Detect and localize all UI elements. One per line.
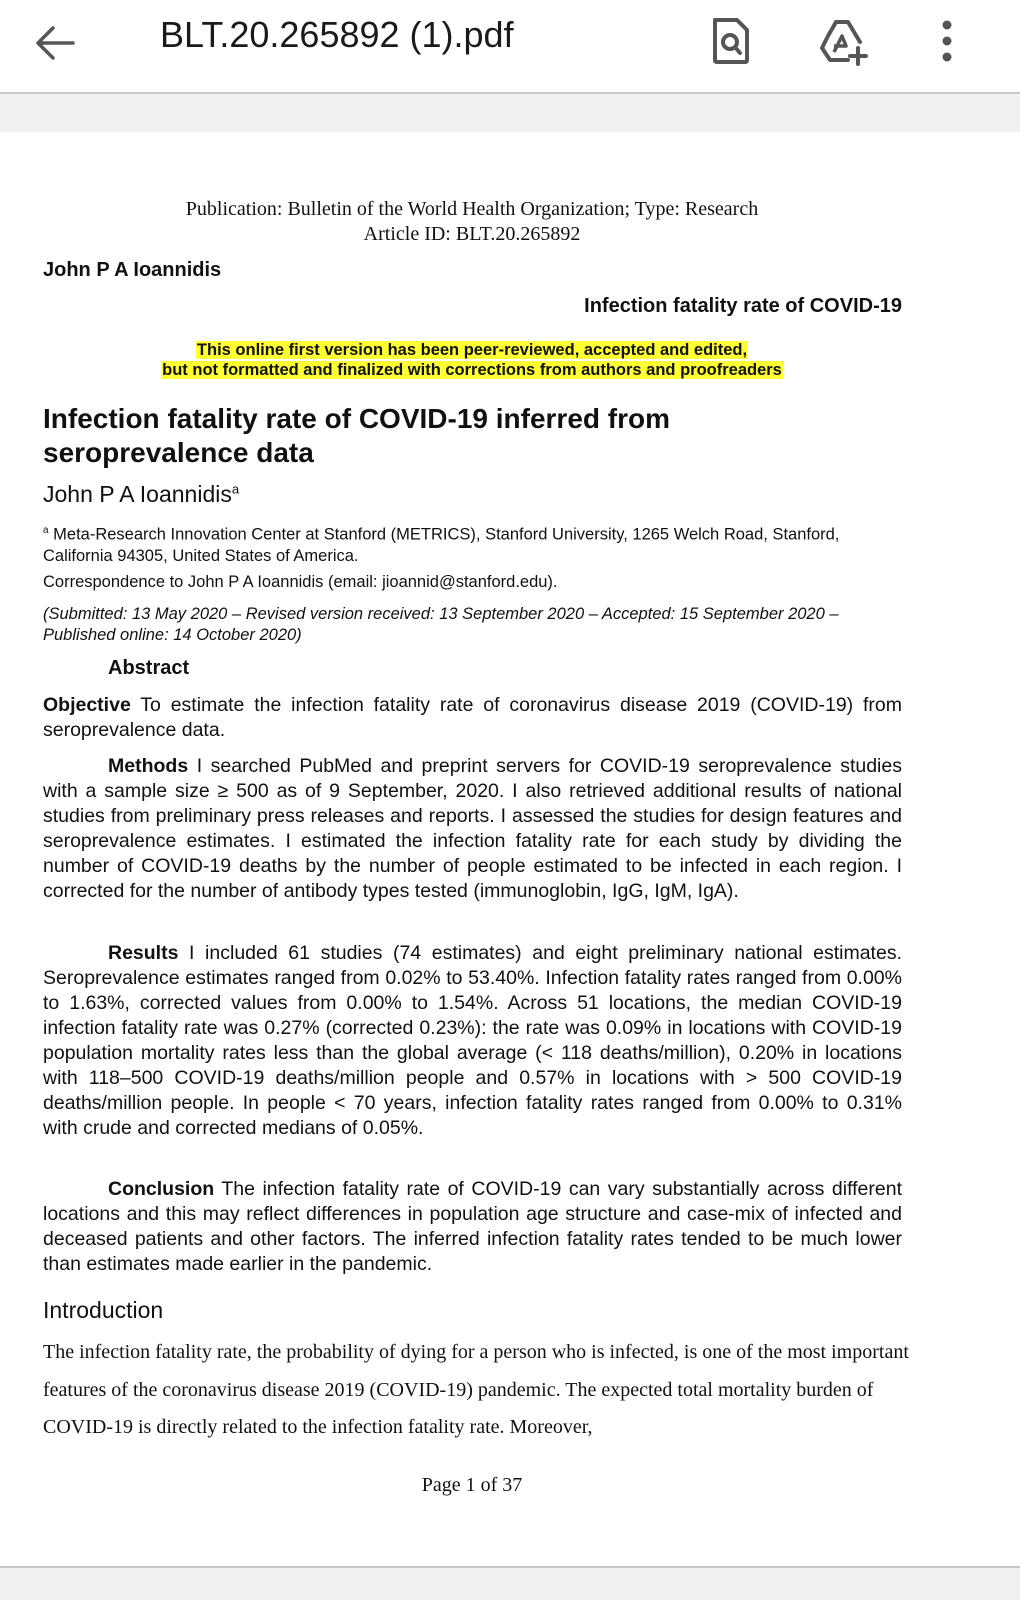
- introduction-text: The infection fatality rate, the probability of dying for a person who is infected, is one of the most important features of the coronavirus disease 2019 (COVID-19) pandemic. The expected total mortality burden of COVID-19 is directly related to the infection fatality rate. Moreover,: [43, 1341, 909, 1438]
- add-to-drive-button[interactable]: [818, 14, 872, 68]
- abstract-heading: Abstract: [108, 657, 190, 679]
- correspondence: Correspondence to John P A Ioannidis (email: jioannid@stanford.edu).: [43, 573, 558, 591]
- arrow-left-icon: [33, 21, 77, 65]
- abstract-results: [43, 941, 902, 1141]
- notice-highlight-2: but not formatted and finalized with corrections from authors and proofreaders: [162, 361, 782, 379]
- notice-highlight-1: This online first version has been peer-reviewed, accepted and edited,: [196, 341, 748, 359]
- more-vert-icon: [937, 16, 957, 66]
- results-text: I included 61 studies (74 estimates) and eight preliminary national estimates. Seroprevalence estimates ranged from 0.02% to 53.40%. Infection fatality rates ranged from 0.00% to 1.63%, corrected values from 0.00% to 1.54%. Across 51 locations, the median COVID-19 infection fatality rate was 0.27% (corrected 0.23%): the rate was 0.09% in locations with COVID-19 population mortality rates less than the global average (< 118 deaths/million), 0.20% in locations with 118–500 COVID-19 deaths/million people and 0.57% in locations with > 500 COVID-19 deaths/million people. In people < 70 years, infection fatality rates ranged from 0.00% to 0.31% with crude and corrected medians of 0.05%.: [43, 942, 902, 1139]
- conclusion-label: Conclusion: [108, 1178, 215, 1200]
- viewer-bottom-gutter: [0, 1566, 1020, 1600]
- notice-line-2: [0, 361, 944, 380]
- article-id-line: Article ID: BLT.20.265892: [363, 223, 581, 245]
- back-button[interactable]: [30, 18, 80, 68]
- page-indicator: Page 1 of 37: [421, 1474, 523, 1496]
- article-author: [43, 481, 239, 508]
- objective-text: To estimate the infection fatality rate of coronavirus disease 2019 (COVID-19) from seroprevalence data.: [43, 694, 902, 741]
- abstract-objective: [43, 693, 902, 743]
- article-title: Infection fatality rate of COVID-19 inferred from seroprevalence data: [43, 403, 670, 468]
- introduction-heading: Introduction: [43, 1297, 164, 1323]
- search-document-button[interactable]: [704, 14, 758, 68]
- objective-label: Objective: [43, 694, 131, 716]
- add-to-drive-icon: [818, 16, 872, 66]
- running-head: Infection fatality rate of COVID-19: [584, 295, 902, 317]
- notice-line-1: [0, 341, 944, 360]
- author-name: John P A Ioannidis: [43, 481, 232, 507]
- affiliation-superscript: a: [43, 525, 49, 536]
- app-bar: [0, 0, 1020, 94]
- file-title: BLT.20.265892 (1).pdf: [160, 14, 514, 55]
- affiliation: [43, 520, 903, 567]
- author-superscript: a: [231, 481, 240, 497]
- methods-label: Methods: [108, 755, 189, 777]
- search-document-icon: [709, 16, 753, 66]
- submission-dates: (Submitted: 13 May 2020 – Revised version received: 13 September 2020 – Accepted: 15 September 2020 – Published online: 14 October 2020): [43, 605, 839, 644]
- abstract-conclusion: [43, 1177, 902, 1277]
- abstract-methods: [43, 754, 902, 904]
- affiliation-text: Meta-Research Innovation Center at Stanford (METRICS), Stanford University, 1265 Welch Road, Stanford, California 94305, United States of America.: [43, 525, 840, 565]
- viewer-gutter: [0, 94, 1020, 132]
- publication-line: Publication: Bulletin of the World Health Organization; Type: Research: [185, 198, 759, 220]
- conclusion-text: The infection fatality rate of COVID-19 can vary substantially across different locations and this may reflect differences in population age structure and case-mix of infected and deceased patients and other factors. The inferred infection fatality rates tended to be much lower than estimates made earlier in the pandemic.: [43, 1178, 902, 1275]
- header-author: John P A Ioannidis: [43, 259, 222, 281]
- more-options-button[interactable]: [920, 14, 974, 68]
- methods-text: I searched PubMed and preprint servers for COVID-19 seroprevalence studies with a sample size ≥ 500 as of 9 September, 2020. I also retrieved additional results of national studies from preliminary press releases and reports. I assessed the studies for design features and seroprevalence estimates. I estimated the infection fatality rate for each study by dividing the number of COVID-19 deaths by the number of people estimated to be infected in each region. I corrected for the number of antibody types tested (immunoglobin, IgG, IgM, IgA).: [43, 755, 902, 902]
- results-label: Results: [108, 942, 179, 964]
